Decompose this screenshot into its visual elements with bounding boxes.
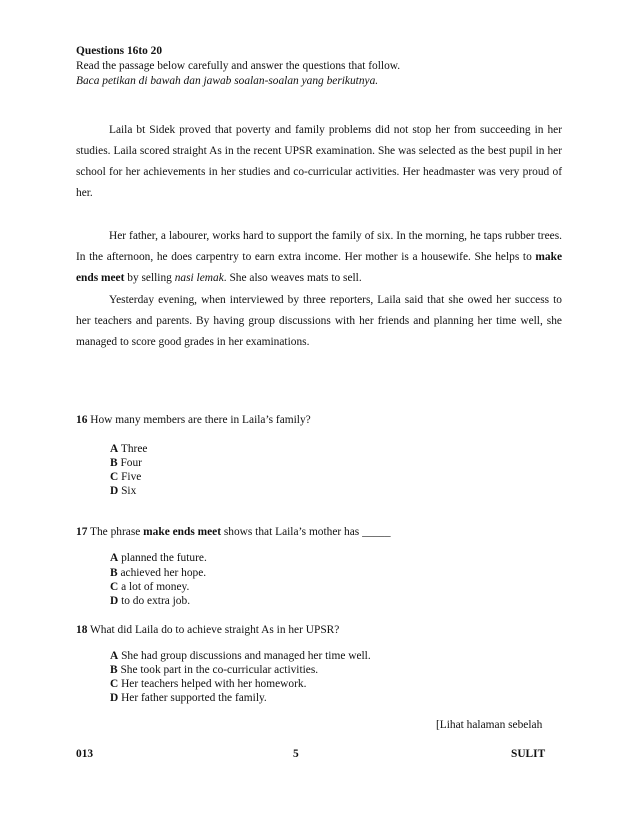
question-number: 18 xyxy=(76,624,88,636)
question-18 xyxy=(76,623,566,638)
option-17-b: B achieved her hope. xyxy=(110,567,207,579)
passage-paragraph-3 xyxy=(76,290,562,353)
passage-p3-text: Yesterday evening, when interviewed by three reporters, Laila said that she owed her success to her teachers and parents. By having group discussions with her friends and planning her time well, she managed to score good grades in her examinations. xyxy=(76,294,562,348)
question-text: What did Laila do to achieve straight As in her UPSR? xyxy=(87,624,340,636)
instruction-english: Read the passage below carefully and answer the questions that follow. xyxy=(76,60,401,72)
question-text-a: The phrase xyxy=(87,526,144,538)
paper-code: 013 xyxy=(76,748,94,760)
passage-p2-text-c: . She also weaves mats to sell. xyxy=(223,272,362,284)
passage-p2-text-b: by selling xyxy=(124,272,175,284)
option-17-d: D to do extra job. xyxy=(110,595,191,607)
question-number: 16 xyxy=(76,414,88,426)
question-phrase: make ends meet xyxy=(143,526,221,538)
passage-p2-text-a: Her father, a labourer, works hard to support the family of six. In the morning, he taps rubber trees. In the afternoon, he does carpentry to earn extra income. Her mother is a housewife. She helps to xyxy=(76,230,562,263)
option-18-c: C Her teachers helped with her homework. xyxy=(110,678,307,690)
turn-page-note: [Lihat halaman sebelah xyxy=(436,719,543,731)
question-16 xyxy=(76,413,566,428)
option-17-a: A planned the future. xyxy=(110,552,207,564)
option-18-d: D Her father supported the family. xyxy=(110,692,267,704)
option-18-b: B She took part in the co-curricular activities. xyxy=(110,664,319,676)
question-text-b: shows that Laila’s mother has _____ xyxy=(221,526,391,538)
option-18-a: A She had group discussions and managed her time well. xyxy=(110,650,371,662)
section-title: Questions 16to 20 xyxy=(76,45,163,57)
question-text: How many members are there in Laila’s family? xyxy=(87,414,311,426)
question-number: 17 xyxy=(76,526,88,538)
passage-paragraph-2 xyxy=(76,226,562,289)
option-16-d: D Six xyxy=(110,485,137,497)
option-16-a: A Three xyxy=(110,443,148,455)
question-17 xyxy=(76,525,566,540)
instruction-malay: Baca petikan di bawah dan jawab soalan-soalan yang berikutnya. xyxy=(76,75,379,87)
page-number: 5 xyxy=(293,748,299,760)
passage-paragraph-1 xyxy=(76,120,562,204)
phrase-nasi-lemak: nasi lemak xyxy=(174,272,224,284)
passage-p1-text: Laila bt Sidek proved that poverty and family problems did not stop her from succeeding in her studies. Laila scored straight As in the recent UPSR examination. She was selected as the best pupil in her school for her achievements in her studies and co-curricular activities. Her headmaster was very proud of her. xyxy=(76,124,562,199)
phrase-make-ends-meet: make ends meet xyxy=(76,251,562,284)
classification-label: SULIT xyxy=(511,748,546,760)
option-17-c: C a lot of money. xyxy=(110,581,190,593)
option-16-c: C Five xyxy=(110,471,142,483)
option-16-b: B Four xyxy=(110,457,142,469)
